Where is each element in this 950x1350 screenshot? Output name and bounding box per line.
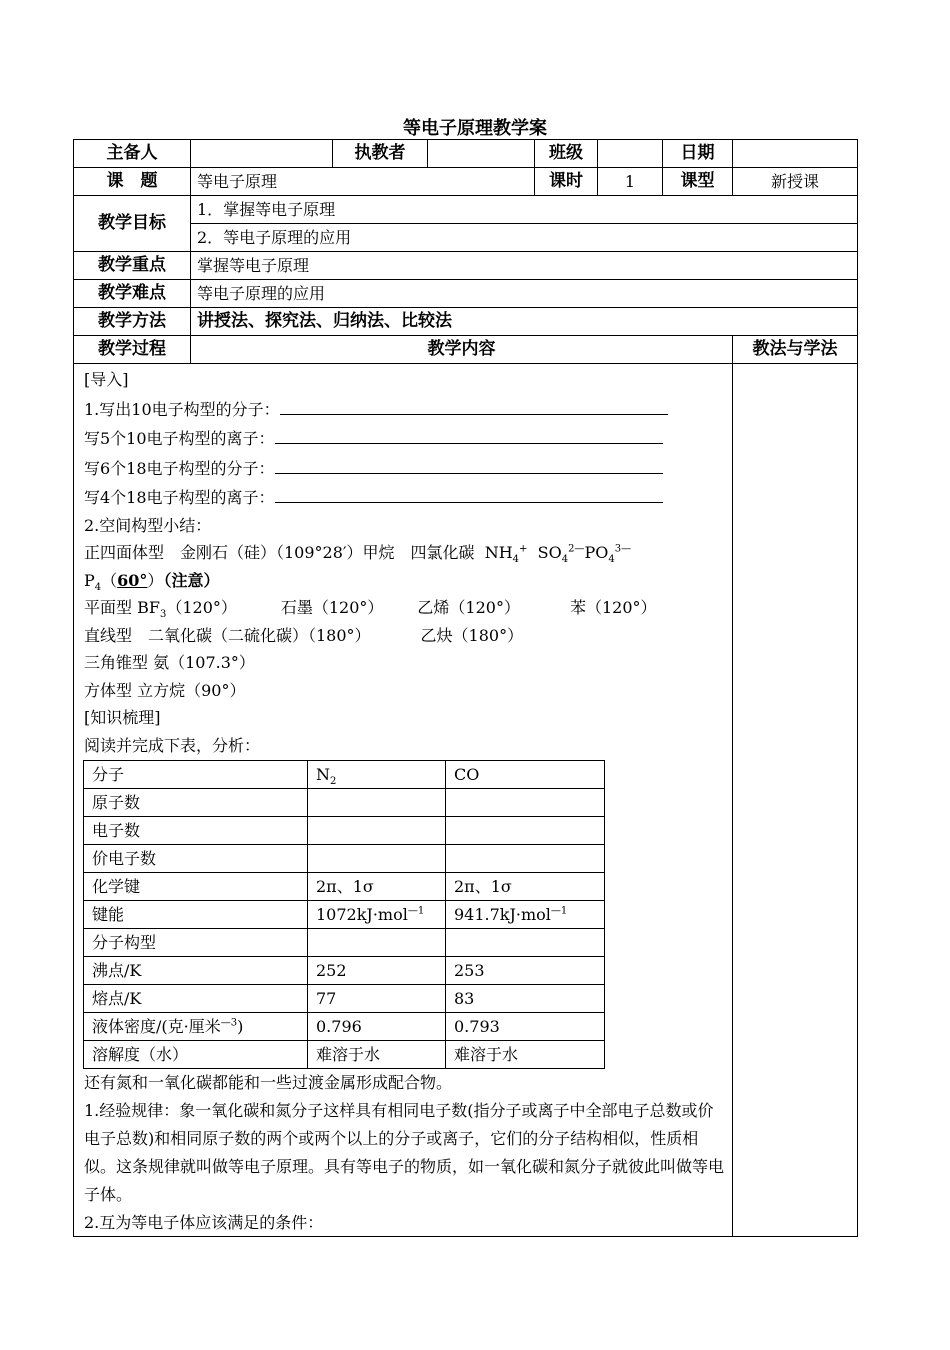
so4-formula: $SO_4^{2—}$: [537, 543, 585, 566]
key-label: 教学重点: [74, 252, 191, 280]
question-2-text: 写5个10电子构型的离子：: [84, 429, 275, 448]
goal-2: 2．等电子原理的应用: [191, 224, 858, 252]
cube-line: 方体型 立方烷（90°）: [84, 680, 246, 700]
cell-input[interactable]: [308, 789, 446, 817]
header-row: [74, 140, 858, 168]
comparison-table: [83, 760, 605, 1069]
intro-heading: [导入]: [84, 370, 129, 389]
po4-formula: $PO_4^{3—}$: [584, 543, 632, 566]
goal-row-1: [74, 196, 858, 224]
key-row: [74, 252, 858, 280]
knowledge-heading: [知识梳理]: [84, 708, 161, 727]
difficulty-row: [74, 280, 858, 308]
topic-row: [74, 168, 858, 196]
col-n2: $N_2$: [308, 761, 446, 789]
class-field[interactable]: [598, 140, 663, 168]
p4-note: （注意）: [163, 570, 220, 590]
table-row: 化学键 2π、1σ 2π、1σ: [84, 873, 605, 901]
hours-label: 课时: [535, 168, 598, 196]
teacher-label: 执教者: [333, 140, 428, 168]
approach-column[interactable]: [733, 364, 858, 1237]
col-molecule: 分子: [84, 761, 308, 789]
question-4-text: 写4个18电子构型的离子：: [84, 488, 275, 507]
approach-label: 教法与学法: [733, 336, 858, 364]
table-row: 溶解度（水） 难溶于水 难溶于水: [84, 1041, 605, 1069]
pyramid-line: 三角锥型 氨（107.3°）: [84, 653, 255, 672]
answer-blank-3[interactable]: [275, 453, 663, 474]
answer-blank-4[interactable]: [275, 482, 663, 503]
p4-angle: 60°: [117, 570, 148, 590]
process-row: [74, 336, 858, 364]
tetrahedral-line: [84, 539, 724, 567]
process-label: 教学过程: [74, 336, 191, 364]
col-co: CO: [446, 761, 605, 789]
topic-label: 课 题: [74, 168, 191, 196]
question-4: [84, 482, 724, 512]
table-row: 电子数: [84, 817, 605, 845]
preparer-label: 主备人: [74, 140, 191, 168]
cell-input[interactable]: [446, 817, 605, 845]
cell-input[interactable]: [308, 845, 446, 873]
read-instruction: 阅读并完成下表，分析：: [84, 735, 261, 755]
question-3: [84, 453, 724, 483]
difficulty-value: 等电子原理的应用: [191, 280, 858, 308]
cell-input[interactable]: [308, 817, 446, 845]
summary-heading: 2.空间构型小结：: [84, 515, 212, 535]
table-row: 沸点/K 252 253: [84, 957, 605, 985]
table-row: 价电子数: [84, 845, 605, 873]
difficulty-label: 教学难点: [74, 280, 191, 308]
condition-heading: 2.互为等电子体应该满足的条件：: [84, 1212, 324, 1232]
content-row: [74, 364, 858, 1237]
key-value: 掌握等电子原理: [191, 252, 858, 280]
hours-value: 1: [598, 168, 663, 196]
lesson-content: [74, 364, 733, 1237]
cell-input[interactable]: [308, 929, 446, 957]
complex-note: 还有氮和一氧化碳都能和一些过渡金属形成配合物。: [84, 1073, 453, 1092]
table-row: 原子数: [84, 789, 605, 817]
question-2: [84, 423, 724, 453]
table-row: 熔点/K 77 83: [84, 985, 605, 1013]
question-3-text: 写6个18电子构型的分子：: [84, 458, 275, 478]
cell-input[interactable]: [446, 789, 605, 817]
type-label: 课型: [663, 168, 733, 196]
answer-blank-1[interactable]: [280, 394, 668, 415]
question-1: [84, 394, 724, 424]
answer-blank-2[interactable]: [275, 423, 663, 444]
lesson-plan-grid: [73, 139, 858, 1237]
method-row: [74, 308, 858, 336]
method-label: 教学方法: [74, 308, 191, 336]
topic-value: 等电子原理: [191, 168, 535, 196]
content-label: 教学内容: [191, 336, 733, 364]
class-label: 班级: [535, 140, 598, 168]
table-row: 分子构型: [84, 929, 605, 957]
rule-paragraph: 1.经验规律：象一氧化碳和氮分子这样具有相同电子数(指分子或离子中全部电子总数或价电子总数)和相同原子数的两个或两个以上的分子或离子，它们的分子结构相似，性质相似。这条规律就叫做等电子原理。具有等电子的物质，如一氧化碳和氮分子就彼此叫做等电子体。: [84, 1100, 725, 1204]
page-title: 等电子原理教学案: [403, 118, 547, 139]
goal-1: 1．掌握等电子原理: [191, 196, 858, 224]
date-label: 日期: [663, 140, 733, 168]
goal-label: 教学目标: [74, 196, 191, 252]
date-field[interactable]: [733, 140, 858, 168]
preparer-field[interactable]: [191, 140, 333, 168]
teacher-field[interactable]: [428, 140, 535, 168]
planar-line: 平面型 $BF_3(120^\circ)$ 石墨（120°） 乙烯（120°） 苯（120°）: [84, 598, 657, 621]
p4-line: $P_4(60^\circ)$（注意）: [84, 570, 220, 593]
goal-row-2: [74, 224, 858, 252]
comparison-header-row: [84, 761, 605, 789]
nh4-formula: $NH_4^+$: [484, 543, 528, 566]
cell-input[interactable]: [446, 929, 605, 957]
question-1-text: 1.写出10电子构型的分子：: [84, 399, 280, 419]
cell-input[interactable]: [446, 845, 605, 873]
table-row: 液体密度/(克·厘米$^{—3}$) 0.796 0.793: [84, 1013, 605, 1041]
type-value: 新授课: [733, 168, 858, 196]
tetrahedral-text: 正四面体型 金刚石（硅）（109°28′）甲烷 四氯化碳: [84, 543, 475, 562]
method-value: 讲授法、探究法、归纳法、比较法: [191, 308, 858, 336]
table-row: 键能 1072kJ·mol$^{—1}$ 941.7kJ·mol$^{—1}$: [84, 901, 605, 929]
linear-line: 直线型 二氧化碳（二硫化碳）（180°） 乙炔（180°）: [84, 625, 524, 645]
